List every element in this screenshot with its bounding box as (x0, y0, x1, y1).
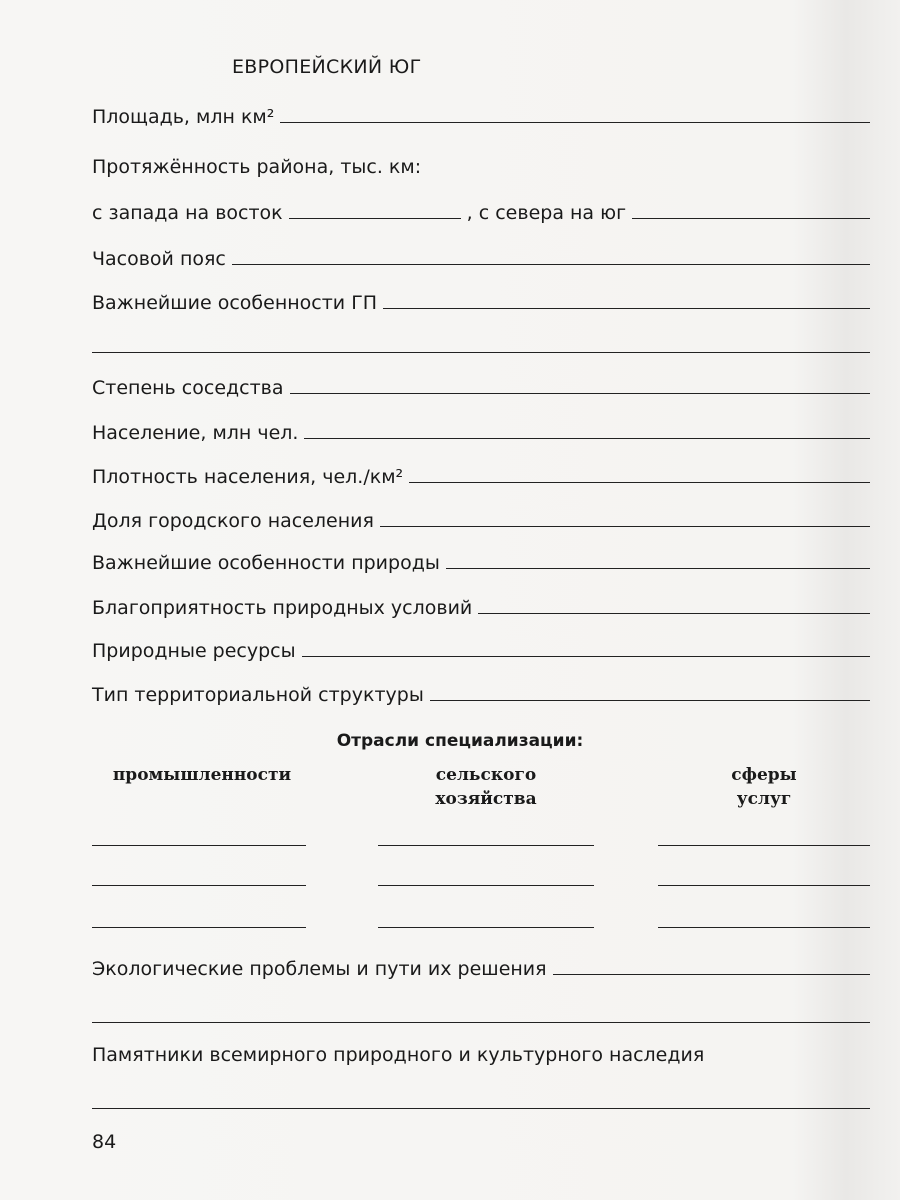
timezone-row (92, 248, 870, 270)
services-heading (658, 763, 870, 811)
nature-features-row (92, 552, 870, 574)
area-row (92, 106, 870, 128)
favorability-label: Благоприятность природных условий (92, 597, 473, 619)
population-blank[interactable] (304, 438, 870, 439)
agriculture-heading-line1: сельского (435, 765, 537, 785)
agriculture-line-3[interactable] (378, 927, 594, 928)
page-number: 84 (92, 1131, 117, 1153)
structure-type-blank[interactable] (430, 700, 870, 701)
urban-share-label: Доля городского населения (92, 510, 374, 532)
resources-blank[interactable] (302, 656, 870, 657)
agriculture-heading (378, 763, 594, 811)
structure-type-row (92, 684, 870, 706)
heritage-line[interactable] (92, 1108, 870, 1109)
services-line-3[interactable] (658, 927, 870, 928)
industry-line-1[interactable] (92, 845, 306, 846)
services-heading-line1: сферы (731, 765, 797, 785)
ecology-extra-line[interactable] (92, 1022, 870, 1023)
agriculture-line-1[interactable] (378, 845, 594, 846)
timezone-blank[interactable] (232, 264, 870, 265)
ecology-label: Экологические проблемы и пути их решения (92, 958, 547, 980)
north-south-blank[interactable] (632, 218, 870, 219)
north-south-label: , с севера на юг (466, 202, 627, 224)
favorability-row (92, 597, 870, 619)
west-east-label: с запада на восток (92, 202, 283, 224)
extent-values-row (92, 202, 870, 224)
specialization-title: Отрасли специализации: (336, 731, 584, 751)
heritage-label: Памятники всемирного природного и культурного наследия (92, 1044, 705, 1066)
density-label: Плотность населения, чел./км² (92, 466, 404, 488)
west-east-blank[interactable] (289, 218, 461, 219)
nature-features-blank[interactable] (446, 568, 870, 569)
nature-features-label: Важнейшие особенности природы (92, 552, 440, 574)
urban-share-blank[interactable] (380, 526, 870, 527)
gp-features-blank[interactable] (383, 308, 870, 309)
page-title: ЕВРОПЕЙСКИЙ ЮГ (232, 56, 422, 78)
structure-type-label: Тип территориальной структуры (92, 684, 424, 706)
services-heading-line2: услуг (736, 789, 792, 809)
density-blank[interactable] (409, 482, 870, 483)
services-line-1[interactable] (658, 845, 870, 846)
resources-label: Природные ресурсы (92, 640, 296, 662)
industry-heading (92, 763, 312, 787)
heritage-row (92, 1044, 870, 1066)
gp-features-label: Важнейшие особенности ГП (92, 292, 378, 314)
industry-line-2[interactable] (92, 885, 306, 886)
area-label: Площадь, млн км² (92, 106, 275, 128)
neighborhood-blank[interactable] (290, 393, 871, 394)
density-row (92, 466, 870, 488)
agriculture-line-2[interactable] (378, 885, 594, 886)
population-row (92, 422, 870, 444)
industry-heading-text: промышленности (112, 765, 292, 785)
resources-row (92, 640, 870, 662)
agriculture-heading-line2: хозяйства (435, 789, 537, 809)
ecology-row (92, 958, 870, 980)
neighborhood-row (92, 377, 870, 399)
urban-share-row (92, 510, 870, 532)
extent-label: Протяжённость района, тыс. км: (92, 156, 422, 178)
gp-features-row (92, 292, 870, 314)
gp-features-extra-line[interactable] (92, 352, 870, 353)
favorability-blank[interactable] (478, 613, 870, 614)
timezone-label: Часовой пояс (92, 248, 226, 270)
services-line-2[interactable] (658, 885, 870, 886)
ecology-blank[interactable] (553, 974, 870, 975)
extent-row (92, 156, 870, 178)
neighborhood-label: Степень соседства (92, 377, 284, 399)
industry-line-3[interactable] (92, 927, 306, 928)
area-blank[interactable] (280, 122, 870, 123)
population-label: Население, млн чел. (92, 422, 299, 444)
